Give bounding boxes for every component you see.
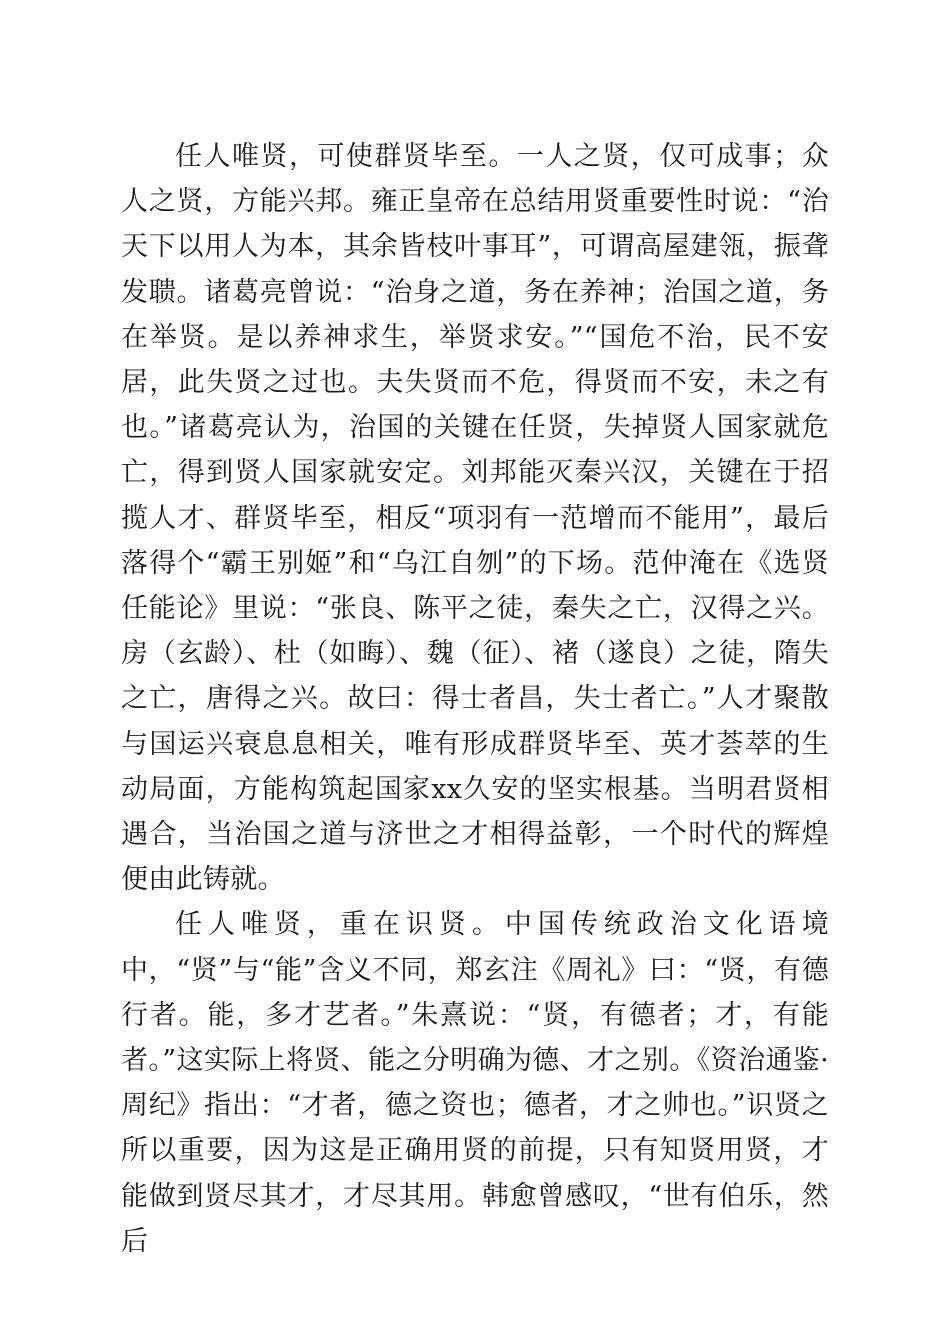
paragraph-2: 任人唯贤，重在识贤。中国传统政治文化语境中，“贤”与“能”含义不同，郑玄注《周礼》曰：“贤，有德行者。能，多才艺者。”朱熹说：“贤，有德者；才，有能者。”这实际上将贤、能之分明确为德、才之别。《资治通鉴·周纪》指出：“才者，德之资也；德者，才之帅也。”识贤之所以重要，因为这是正确用贤的前提，只有知贤用贤，才能做到贤尽其才，才尽其用。韩愈曾感叹，“世有伯乐，然后 <box>121 909 829 1257</box>
document-body <box>121 134 829 1264</box>
paragraph-1: 任人唯贤，可使群贤毕至。一人之贤，仅可成事；众人之贤，方能兴邦。雍正皇帝在总结用贤重要性时说：“治天下以用人为本，其余皆枝叶事耳”，可谓高屋建瓴，振聋发聩。诸葛亮曾说：“治身之道，务在养神；治国之道，务在举贤。是以养神求生，举贤求安。”“国危不治，民不安居，此失贤之过也。夫失贤而不危，得贤而不安，未之有也。”诸葛亮认为，治国的关键在任贤，失掉贤人国家就危亡，得到贤人国家就安定。刘邦能灭秦兴汉，关键在于招揽人才、群贤毕至，相反“项羽有一范增而不能用”，最后落得个“霸王别姬”和“乌江自刎”的下场。范仲淹在《选贤任能论》里说：“张良、陈平之徒，秦失之亡，汉得之兴。房（玄龄）、杜（如晦）、魏（征）、褚（遂良）之徒，隋失之亡，唐得之兴。故曰：得士者昌，失士者亡。”人才聚散与国运兴衰息息相关，唯有形成群贤毕至、英才荟萃的生动局面，方能构筑起国家xx久安的坚实根基。当明君贤相遇合，当治国之道与济世之才相得益彰，一个时代的辉煌便由此铸就。 <box>121 141 829 896</box>
